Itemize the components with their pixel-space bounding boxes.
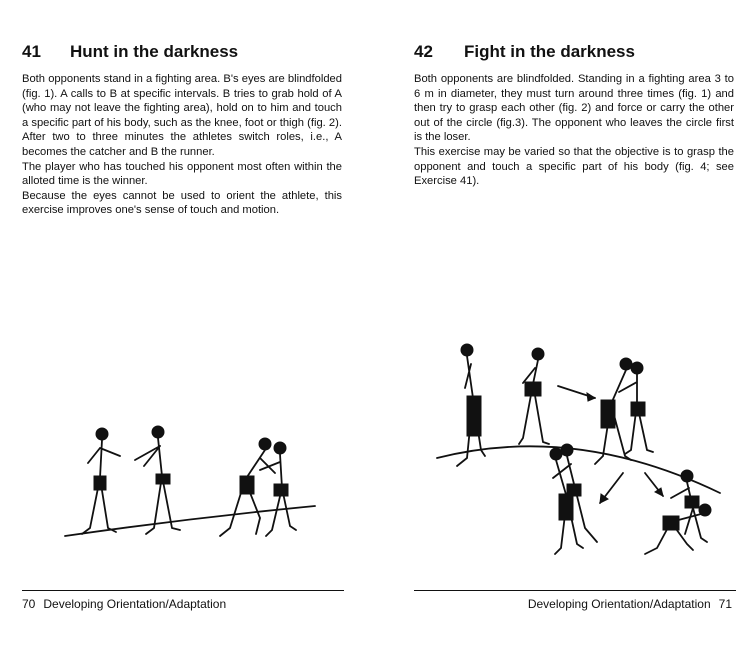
page-footer	[22, 597, 226, 611]
illustration-hunt-in-darkness	[60, 418, 320, 558]
athlete-figure	[135, 426, 180, 534]
athlete-figure	[457, 344, 485, 466]
athlete-figure	[595, 358, 632, 464]
paragraph: Both opponents stand in a fighting area. B's eyes are blindfolded (fig. 1). A calls to B at specific intervals. B tries to grab hold of A (who may not leave the fighting area), hold on to him and touch a specific part of his body, such as the knee, foot or thigh (fig. 2). After two to three minutes the athletes switch roles, i.e., A becomes the catcher and B the runner.	[22, 73, 342, 158]
athlete-figure	[220, 438, 275, 536]
exercise-description	[22, 72, 342, 218]
paragraph: Both opponents are blindfolded. Standing in a fighting area 3 to 6 m in diameter, they must turn around three times (fig. 1) and then try to grasp each other (fig. 2) and force or carry the other out of the circle (fig.3). The opponent who leaves the circle first is the loser.	[414, 73, 734, 144]
athlete-figure	[645, 504, 711, 554]
exercise-heading	[414, 42, 635, 62]
footer-rule	[414, 590, 736, 591]
page-number: 70	[22, 597, 36, 611]
paragraph: This exercise may be varied so that the objective is to grasp the opponent and touch a specific part of his body (fig. 4; see Exercise 41).	[414, 145, 734, 188]
exercise-title: Hunt in the darkness	[70, 42, 239, 61]
section-title: Developing Orientation/Adaptation	[527, 597, 711, 611]
page-footer	[528, 597, 732, 611]
illustration-fight-in-darkness	[375, 338, 750, 568]
exercise-number: 42	[414, 42, 433, 61]
exercise-description	[414, 72, 734, 189]
paragraph: The player who has touched his opponent most often within the alloted time is the winner.	[22, 160, 342, 188]
exercise-heading	[22, 42, 238, 62]
right-page	[375, 0, 750, 648]
athlete-figure	[82, 428, 120, 534]
section-title: Developing Orientation/Adaptation	[43, 597, 227, 611]
exercise-number: 41	[22, 42, 41, 61]
footer-rule	[22, 590, 344, 591]
exercise-title: Fight in the darkness	[464, 42, 635, 61]
paragraph: Because the eyes cannot be used to orient the athlete, this exercise improves one's sense of touch and motion.	[22, 189, 342, 217]
athlete-figure	[519, 348, 549, 444]
page-number: 71	[718, 597, 732, 611]
athlete-figure	[260, 442, 296, 536]
